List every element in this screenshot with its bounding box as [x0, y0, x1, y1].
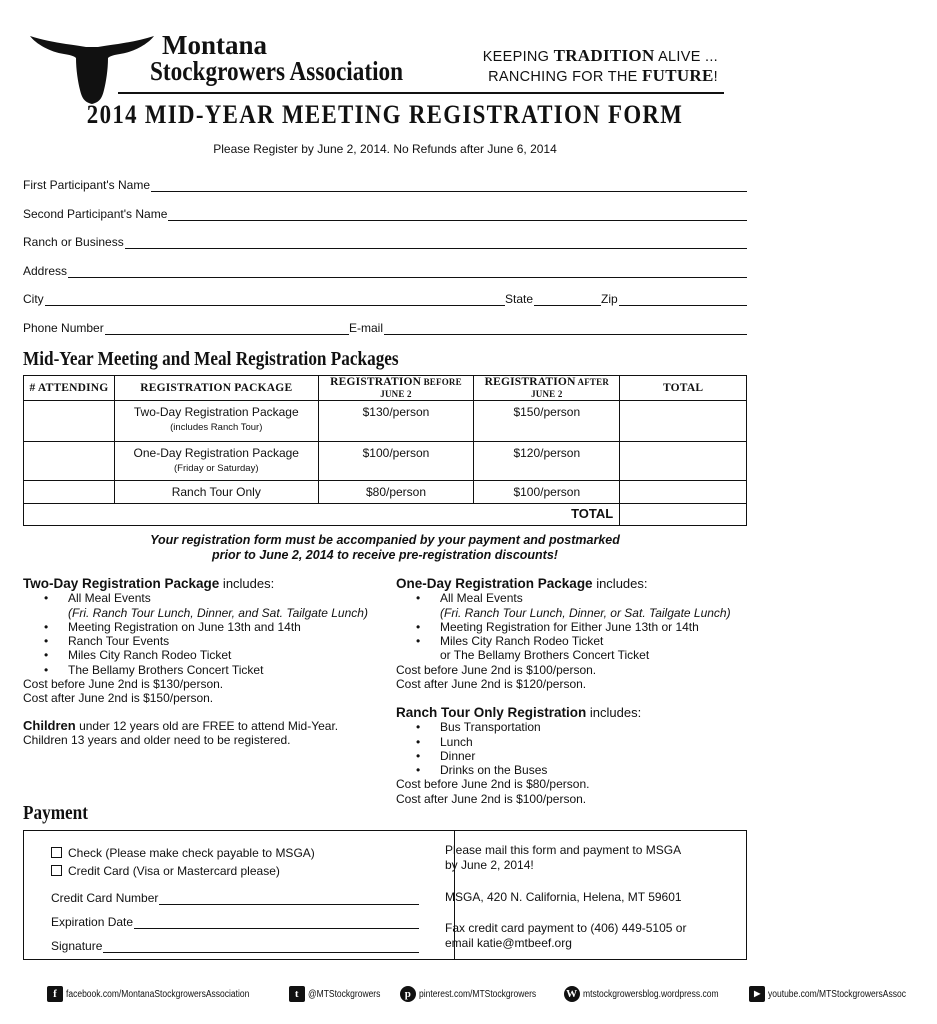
city-field[interactable]: City	[23, 290, 505, 306]
list-item: • Miles City Ranch Rodeo Ticket	[440, 634, 756, 648]
wordpress-icon: W	[564, 986, 580, 1002]
credit-card-checkbox[interactable]	[51, 865, 62, 876]
grand-total-input[interactable]	[620, 504, 747, 526]
facebook-icon: f	[47, 986, 63, 1002]
price-after: $100/person	[474, 481, 620, 504]
list-item: • All Meal Events	[440, 591, 756, 605]
form-title: 2014 MID-YEAR MEETING REGISTRATION FORM	[86, 100, 684, 129]
check-option[interactable]: Check (Please make check payable to MSGA)	[51, 846, 315, 860]
credit-card-number-field[interactable]: Credit Card Number	[51, 889, 419, 905]
ranch-business-field[interactable]: Ranch or Business	[23, 233, 747, 249]
package-cell: Two-Day Registration Package (includes Ranch Tour)	[114, 401, 318, 442]
state-field[interactable]: State	[505, 290, 601, 306]
twitter-icon: t	[289, 986, 305, 1002]
list-item: • Dinner	[440, 749, 756, 763]
pinterest-link[interactable]: pinterest.com/MTStockgrowers	[418, 988, 536, 1000]
price-after: $150/person	[474, 401, 620, 442]
two-day-package-details: Two-Day Registration Package includes: • All Meal Events (Fri. Ranch Tour Lunch, Dinner, and Sat. Tailgate Lunch) • Meeting Registration on June 13th and 14th • Ranch Tour Events • Miles City Ranch Rodeo Ticket • The Bellamy Brothers Concert Ticket Cost before June 2nd is $130/person. Cost after June 2nd is $150/person. Children under 12 years old are FREE to attend Mid-Year. Children 13 years and older need to be registered.	[23, 577, 383, 747]
list-item: • Meeting Registration on June 13th and 14th	[68, 620, 383, 634]
attending-input[interactable]	[24, 442, 115, 481]
email-field[interactable]: E-mail	[349, 319, 747, 335]
phone-field[interactable]: Phone Number	[23, 319, 349, 335]
row-total-input[interactable]	[620, 442, 747, 481]
price-before: $100/person	[318, 442, 474, 481]
mail-address: MSGA, 420 N. California, Helena, MT 59601	[445, 890, 682, 904]
table-header-row	[24, 376, 747, 401]
payment-notice: Your registration form must be accompanied by your payment and postmarked prior to June 2, 2014 to receive pre-registration discounts!	[150, 533, 620, 562]
list-item: • Drinks on the Buses	[440, 763, 756, 777]
row-total-input[interactable]	[620, 481, 747, 504]
list-item: • All Meal Events	[68, 591, 383, 605]
longhorn-logo-icon	[28, 30, 156, 106]
total-label: TOTAL	[24, 504, 620, 526]
list-item: • The Bellamy Brothers Concert Ticket	[68, 663, 383, 677]
org-name-line2: Stockgrowers Association	[150, 56, 404, 86]
zip-field[interactable]: Zip	[601, 290, 747, 306]
social-footer	[47, 986, 937, 1002]
form-subtitle: Please Register by June 2, 2014. No Refunds after June 6, 2014	[213, 142, 557, 156]
pinterest-icon: p	[400, 986, 416, 1002]
fax-instructions: Fax credit card payment to (406) 449-5105 or email katie@mtbeef.org	[445, 921, 687, 950]
package-cell: One-Day Registration Package (Friday or Saturday)	[114, 442, 318, 481]
first-participant-field[interactable]: First Participant's Name	[23, 176, 747, 192]
col-package: REGISTRATION PACKAGE	[114, 376, 318, 401]
address-field[interactable]: Address	[23, 262, 747, 278]
ranch-tour-details: Ranch Tour Only Registration includes: • Bus Transportation • Lunch • Dinner • Drinks on the Buses Cost before June 2nd is $80/person. Cost after June 2nd is $100/person.	[396, 706, 756, 806]
tagline-line1: KEEPING TRADITION ALIVE ...	[482, 46, 718, 65]
facebook-link[interactable]: facebook.com/MontanaStockgrowersAssociation	[66, 988, 250, 1000]
row-total-input[interactable]	[620, 401, 747, 442]
list-item: (Fri. Ranch Tour Lunch, Dinner, and Sat. Tailgate Lunch)	[68, 605, 368, 620]
youtube-link[interactable]: youtube.com/MTStockgrowersAssoc	[768, 988, 907, 1000]
children-note: Children under 12 years old are FREE to attend Mid-Year.	[23, 717, 339, 733]
attending-input[interactable]	[24, 401, 115, 442]
package-cell: Ranch Tour Only	[114, 481, 318, 504]
table-row	[24, 442, 747, 481]
list-item: • Miles City Ranch Rodeo Ticket	[68, 648, 383, 662]
col-total: TOTAL	[620, 376, 747, 401]
price-after: $120/person	[474, 442, 620, 481]
list-item: • Lunch	[440, 735, 756, 749]
table-row	[24, 401, 747, 442]
table-row	[24, 481, 747, 504]
list-item: (Fri. Ranch Tour Lunch, Dinner, or Sat. Tailgate Lunch)	[440, 605, 731, 620]
registration-table	[23, 375, 747, 526]
list-item: or The Bellamy Brothers Concert Ticket	[440, 648, 650, 663]
mail-instructions: Please mail this form and payment to MSGA by June 2, 2014!	[445, 843, 682, 872]
wordpress-link[interactable]: mtstockgrowersblog.wordpress.com	[582, 988, 719, 1000]
org-name-line1: Montana	[162, 30, 268, 60]
list-item: • Bus Transportation	[440, 720, 756, 734]
price-before: $80/person	[318, 481, 474, 504]
second-participant-field[interactable]: Second Participant's Name	[23, 205, 747, 221]
attending-input[interactable]	[24, 481, 115, 504]
one-day-package-details: One-Day Registration Package includes: • All Meal Events (Fri. Ranch Tour Lunch, Dinner, or Sat. Tailgate Lunch) • Meeting Registration for Either June 13th or 14th • Miles City Ranch Rodeo Ticket or The Bellamy Brothers Concert Ticket Cost before June 2nd is $100/person. Cost after June 2nd is $120/person.	[396, 577, 756, 691]
twitter-link[interactable]: @MTStockgrowers	[307, 988, 381, 1000]
table-total-row	[24, 504, 747, 526]
col-after: REGISTRATION AFTER JUNE 2	[474, 376, 620, 401]
header-divider	[118, 92, 724, 94]
credit-card-option[interactable]: Credit Card (Visa or Mastercard please)	[51, 864, 280, 878]
col-before: REGISTRATION BEFORE JUNE 2	[318, 376, 474, 401]
youtube-icon: ▶	[749, 986, 765, 1002]
tagline-line2: RANCHING FOR THE FUTURE!	[488, 66, 718, 85]
payment-box	[23, 830, 747, 960]
packages-heading: Mid-Year Meeting and Meal Registration Packages	[23, 348, 399, 370]
expiration-date-field[interactable]: Expiration Date	[51, 913, 419, 929]
list-item: • Ranch Tour Events	[68, 634, 383, 648]
col-attending: # ATTENDING	[24, 376, 115, 401]
check-checkbox[interactable]	[51, 847, 62, 858]
signature-field[interactable]: Signature	[51, 937, 419, 953]
list-item: • Meeting Registration for Either June 13th or 14th	[440, 620, 756, 634]
price-before: $130/person	[318, 401, 474, 442]
payment-heading: Payment	[23, 802, 88, 824]
